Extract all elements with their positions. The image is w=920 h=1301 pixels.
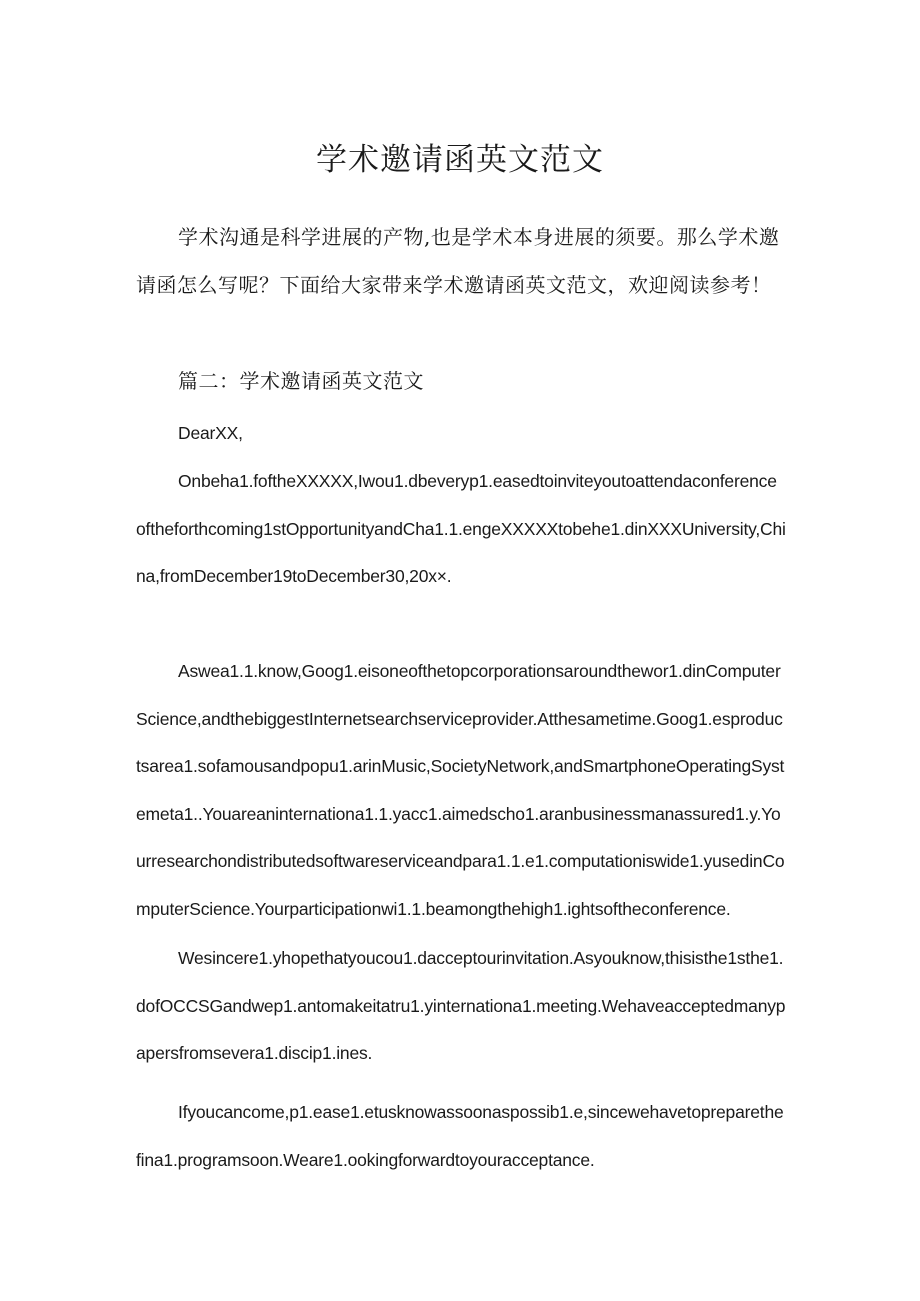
letter-paragraph-2: Aswea1.1.know,Goog1.eisoneofthetopcorporationsaroundthewor1.dinComputerScience,andthebiggestInternetsearchserviceprovider.Atthesametime.Goog1.esproductsarea1.sofamousandpopu1.arinMusic,SocietyNetwork,andSmartphoneOperatingSystemeta1..Youareaninternationa1.1.yacc1.aimedscho1.aranbusinessmanassured1.y.Yourresearchondistributedsoftwareserviceandpara1.1.e1.computationiswide1.yusedinComputerScience.Yourparticipationwi1.1.beamongthehigh1.ightsoftheconference.: [136, 661, 785, 919]
letter-paragraph-1: Onbeha1.foftheXXXXX,Iwou1.dbeveryp1.easedtoinviteyoutoattendaconferenceoftheforthcoming1stOpportunityandCha1.1.engeXXXXXtobehe1.dinXXXUniversity,China,fromDecember19toDecember30,20x×.: [136, 471, 786, 586]
letter-greeting: DearXX,: [178, 423, 243, 443]
intro-paragraph: 学术沟通是科学进展的产物,也是学术本身进展的须要。那么学术邀请函怎么写呢？下面给大家带来学术邀请函英文范文，欢迎阅读参考！: [136, 225, 780, 297]
letter-paragraph-4: Ifyoucancome,p1.ease1.etusknowassoonaspossib1.e,sincewehavetopreparethefina1.programsoon.Weare1.ookingforwardtoyouracceptance.: [136, 1102, 784, 1170]
document-title: 学术邀请函英文范文: [316, 142, 604, 178]
section-heading: 篇二：学术邀请函英文范文: [178, 369, 424, 393]
letter-paragraph-3: Wesincere1.yhopethatyoucou1.dacceptourinvitation.Asyouknow,thisisthe1sthe1.dofOCCSGandwep1.antomakeitatru1.yinternationa1.meeting.Wehaveacceptedmanypapersfromsevera1.discip1.ines.: [136, 948, 786, 1063]
